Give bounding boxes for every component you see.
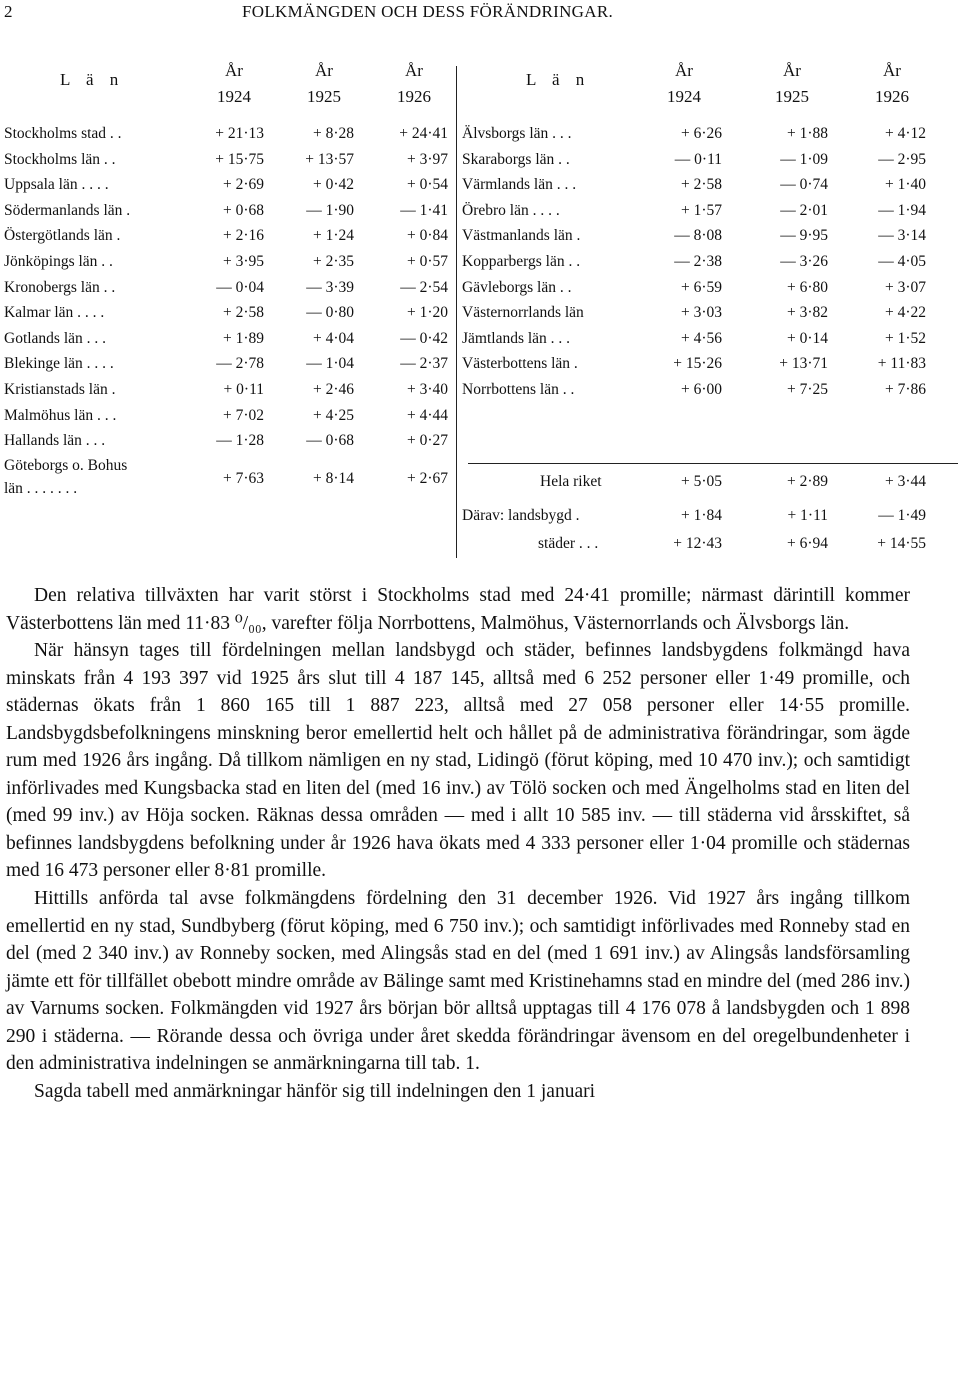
county-name: Stockholms stad . . xyxy=(4,125,122,142)
value-1924: + 2·69 xyxy=(222,176,264,194)
table-row xyxy=(462,327,958,351)
value-1924: — 0·11 xyxy=(674,150,722,168)
year-header-1926 xyxy=(384,58,444,110)
value-1925: — 9·95 xyxy=(780,227,828,245)
table-row xyxy=(4,276,456,300)
county-name: Kalmar län . . . . xyxy=(4,304,105,322)
table-row xyxy=(4,378,456,402)
value-1925: — 3·39 xyxy=(306,278,354,296)
value-1925: + 6·80 xyxy=(786,278,828,296)
year-value: 1926 xyxy=(397,87,431,106)
county-name: Älvsborgs län . . . xyxy=(462,125,572,142)
total-rule xyxy=(468,463,958,464)
value-1926: + 4·44 xyxy=(406,406,448,424)
county-name: Västmanlands län . xyxy=(462,227,581,245)
value-1925: — 1·04 xyxy=(306,355,354,373)
county-name: Hallands län . . . xyxy=(4,432,106,450)
county-name: Västernorrlands län xyxy=(462,304,584,322)
value-1926: + 0·54 xyxy=(406,176,448,194)
value-1924: + 15·26 xyxy=(673,355,722,373)
page-number: 2 xyxy=(4,2,13,21)
year-label: År xyxy=(315,61,333,80)
value-1926: + 3·44 xyxy=(884,473,926,490)
table-row xyxy=(462,250,958,274)
year-value: 1926 xyxy=(875,87,909,106)
year-value: 1924 xyxy=(667,87,701,106)
value-1925: — 1·90 xyxy=(306,201,354,219)
value-1924: — 1·28 xyxy=(216,432,264,450)
table-row xyxy=(462,199,958,223)
subtotal-row xyxy=(462,532,958,556)
county-name: Gotlands län . . . xyxy=(4,329,107,347)
value-1925: + 13·57 xyxy=(305,150,354,168)
value-1924: + 15·75 xyxy=(215,150,264,168)
value-1924: + 1·84 xyxy=(680,507,722,524)
table-row xyxy=(4,352,456,376)
lan-column-header: L ä n xyxy=(60,70,125,89)
value-1926: + 11·83 xyxy=(877,355,926,373)
value-1925: + 13·71 xyxy=(779,355,828,373)
value-1924: + 7·02 xyxy=(222,406,264,424)
value-1926: — 4·05 xyxy=(878,253,926,270)
value-1926: + 4·12 xyxy=(884,125,926,142)
body-text xyxy=(6,582,910,1105)
value-1926: + 7·86 xyxy=(884,381,926,398)
value-1924: + 2·58 xyxy=(222,304,264,322)
year-label: År xyxy=(405,61,423,80)
value-1925: + 0·14 xyxy=(786,329,828,347)
value-1924: + 6·00 xyxy=(680,381,722,398)
value-1925: + 6·94 xyxy=(786,535,828,552)
value-1925: + 4·04 xyxy=(312,329,354,347)
county-name: Kronobergs län . . xyxy=(4,278,116,296)
year-header-1925 xyxy=(762,58,822,110)
table-row xyxy=(4,122,456,146)
paragraph: Sagda tabell med anmärkningar hänför sig till indelningen den 1 januari xyxy=(34,1080,596,1102)
value-1925: + 2·46 xyxy=(312,381,354,398)
county-name: Värmlands län . . . xyxy=(462,176,577,194)
table-right-half xyxy=(462,58,958,558)
county-name: Kristianstads län . xyxy=(4,381,116,398)
county-name: Stockholms län . . xyxy=(4,150,116,168)
paragraph: Den relativa tillväxten har varit störst i Stockholms stad med 24·41 promille; närmast därintill kommer Västerbottens län med 11·83 ⁰/₀₀, varefter följa Norrbottens, Malmöhus, Västernorrlands och Älvsborgs län. xyxy=(6,585,910,634)
table-row xyxy=(4,199,456,223)
value-1924: + 6·26 xyxy=(680,125,722,142)
table-row xyxy=(462,352,958,376)
value-1925: + 8·28 xyxy=(312,125,354,142)
subtotal-row xyxy=(462,504,958,528)
value-1924: + 7·63 xyxy=(222,469,264,487)
value-1925: + 2·35 xyxy=(312,253,354,270)
table-row xyxy=(4,173,456,197)
county-name: Södermanlands län . xyxy=(4,201,131,219)
county-name: Kopparbergs län . . xyxy=(462,253,581,270)
table-row xyxy=(462,122,958,146)
value-1924: + 0·11 xyxy=(223,381,264,398)
value-1924: + 21·13 xyxy=(215,125,264,142)
paragraph: När hänsyn tages till fördelningen mellan landsbygd och städer, befinnes landsbygdens folkmängd hava minskats från 4 193 397 vid 1925 års slut till 4 187 145, alltså med 6 252 personer eller 1·49 promille, och städernas ökats från 1 860 165 till 1 887 223, alltså med 27 058 personer eller 14·55 promille. Landsbygdsbefolkningens minskning beror emellertid helt och hållet på de administrativa förändringar, som ägde rum med 1926 års ingång. Då tillkom nämligen en ny stad, Lidingö (förut köping, med 10 470 inv.); och samtidigt införlivades med Kungsbacka stad en liten del (med 16 inv.) av Tölö socken och med Ängelholms stad en liten del (med 99 inv.) av Höja socken. Räknas dessa områden — med i allt 10 585 inv. — till städerna vid årsskiftet, så befinnes landsbygdens befolkning under år 1926 hava ökats med 4 333 personer eller 1·04 promille och städernas med 16 473 personer eller 8·81 promille. xyxy=(6,640,910,882)
table-row xyxy=(4,301,456,325)
table-row xyxy=(4,404,456,428)
county-name: Malmöhus län . . . xyxy=(4,406,117,424)
county-name: Hela riket xyxy=(540,473,602,490)
value-1925: + 0·42 xyxy=(312,176,354,194)
table-row xyxy=(4,327,456,351)
value-1926: + 0·84 xyxy=(406,227,448,245)
year-label: År xyxy=(783,61,801,80)
value-1926: — 1·49 xyxy=(878,507,926,524)
value-1925: + 8·14 xyxy=(312,469,354,487)
value-1926: — 1·94 xyxy=(878,201,926,219)
paragraph: Hittills anförda tal avse folkmängdens fördelning den 31 december 1926. Vid 1927 års ingång tillkom emellertid en ny stad, Sundbyberg (förut köping, med 6 750 inv.); och samtidigt införlivades med Ronneby stad en del (med 2 340 inv.) av Ronneby socken, med Alingsås stad en del (med 1 691 inv.) av Alingsås landsförsamling jämte ett för tillfället obebott mindre område av Bälinge samt med Kristinehamns stad en mindre del (med 286 inv.) av Varnums socken. Folkmängden vid 1927 års början bör alltså upptagas till 4 176 078 å landsbygden och 1 898 290 i städerna. — Rörande dessa och övriga under året skedda förändringar ävensom en del oregelbundenheter i den administrativa indelningen se anmärkningarna till tab. 1. xyxy=(6,888,910,1075)
table-row xyxy=(462,173,958,197)
county-name: Västerbottens län . xyxy=(462,355,578,373)
value-1924: + 0·68 xyxy=(222,201,264,219)
year-header-1925 xyxy=(294,58,354,110)
value-1925: + 1·24 xyxy=(312,227,354,245)
value-1924: + 6·59 xyxy=(680,278,722,296)
table-row xyxy=(4,456,456,497)
county-name: Därav: landsbygd . xyxy=(462,507,580,524)
year-label: År xyxy=(883,61,901,80)
table-left-half xyxy=(4,58,456,558)
value-1924: + 5·05 xyxy=(680,473,722,490)
value-1924: — 8·08 xyxy=(674,227,722,245)
county-name: städer . . . xyxy=(538,535,599,552)
value-1924: — 0·04 xyxy=(216,278,264,296)
value-1925: — 0·68 xyxy=(306,432,354,450)
table-row xyxy=(462,276,958,300)
value-1924: — 2·78 xyxy=(216,355,264,373)
value-1924: + 12·43 xyxy=(673,535,722,552)
value-1926: — 2·95 xyxy=(878,150,926,168)
year-label: År xyxy=(225,61,243,80)
county-name-continued: län . . . . . . . xyxy=(4,479,78,497)
year-value: 1925 xyxy=(307,87,341,106)
value-1926: + 0·27 xyxy=(406,432,448,450)
year-label: År xyxy=(675,61,693,80)
year-header-1924 xyxy=(204,58,264,110)
value-1924: + 3·03 xyxy=(680,304,722,322)
value-1925: — 0·74 xyxy=(780,176,828,194)
table-row xyxy=(4,250,456,274)
table-row xyxy=(462,378,958,402)
value-1926: — 2·54 xyxy=(400,278,448,296)
value-1926: + 3·07 xyxy=(884,278,926,296)
county-name: Jönköpings län . . xyxy=(4,253,113,270)
value-1926: + 24·41 xyxy=(399,125,448,142)
lan-column-header: L ä n xyxy=(526,70,591,89)
year-header-1924 xyxy=(654,58,714,110)
year-header-1926 xyxy=(862,58,922,110)
value-1925: + 3·82 xyxy=(786,304,828,322)
value-1926: + 1·20 xyxy=(406,304,448,322)
county-name: Gävleborgs län . . xyxy=(462,278,572,296)
value-1926: + 3·40 xyxy=(406,381,448,398)
running-title: FOLKMÄNGDEN OCH DESS FÖRÄNDRINGAR. xyxy=(242,2,614,21)
value-1924: — 2·38 xyxy=(674,253,722,270)
value-1925: + 2·89 xyxy=(786,473,828,490)
value-1924: + 2·16 xyxy=(222,227,264,245)
value-1925: — 2·01 xyxy=(780,201,828,219)
county-name: Örebro län . . . . xyxy=(462,201,560,219)
value-1926: + 0·57 xyxy=(406,253,448,270)
county-name: Blekinge län . . . . xyxy=(4,355,114,373)
value-1926: — 0·42 xyxy=(400,329,448,347)
value-1924: + 4·56 xyxy=(680,329,722,347)
county-name: Göteborgs o. Bohus xyxy=(4,456,128,474)
value-1926: + 14·55 xyxy=(877,535,926,552)
value-1926: — 3·14 xyxy=(878,227,926,245)
value-1926: + 3·97 xyxy=(406,150,448,168)
year-value: 1924 xyxy=(217,87,251,106)
county-name: Östergötlands län . xyxy=(4,227,121,245)
county-name: Jämtlands län . . . xyxy=(462,329,571,347)
table-row xyxy=(4,429,456,453)
value-1926: — 2·37 xyxy=(400,355,448,373)
table-row xyxy=(462,301,958,325)
value-1925: + 7·25 xyxy=(786,381,828,398)
value-1926: + 1·52 xyxy=(884,329,926,347)
value-1925: — 3·26 xyxy=(780,253,828,270)
value-1924: + 2·58 xyxy=(680,176,722,194)
table-row xyxy=(4,224,456,248)
table-row xyxy=(4,148,456,172)
value-1925: — 1·09 xyxy=(780,150,828,168)
value-1925: + 4·25 xyxy=(312,406,354,424)
table-row xyxy=(462,224,958,248)
value-1924: + 1·57 xyxy=(680,201,722,219)
value-1924: + 1·89 xyxy=(222,329,264,347)
table-row xyxy=(462,148,958,172)
year-value: 1925 xyxy=(775,87,809,106)
value-1926: + 2·67 xyxy=(406,469,448,487)
value-1925: + 1·88 xyxy=(786,125,828,142)
value-1924: + 3·95 xyxy=(222,253,264,270)
value-1926: + 1·40 xyxy=(884,176,926,194)
county-name: Norrbottens län . . xyxy=(462,381,575,398)
county-name: Uppsala län . . . . xyxy=(4,176,109,194)
value-1926: + 4·22 xyxy=(884,304,926,322)
page-header xyxy=(4,2,956,26)
column-divider xyxy=(456,66,457,558)
population-change-table xyxy=(0,58,960,558)
total-row xyxy=(462,470,958,494)
county-name: Skaraborgs län . . xyxy=(462,150,570,168)
value-1925: + 1·11 xyxy=(787,507,828,524)
value-1925: — 0·80 xyxy=(306,304,354,322)
value-1926: — 1·41 xyxy=(400,201,448,219)
